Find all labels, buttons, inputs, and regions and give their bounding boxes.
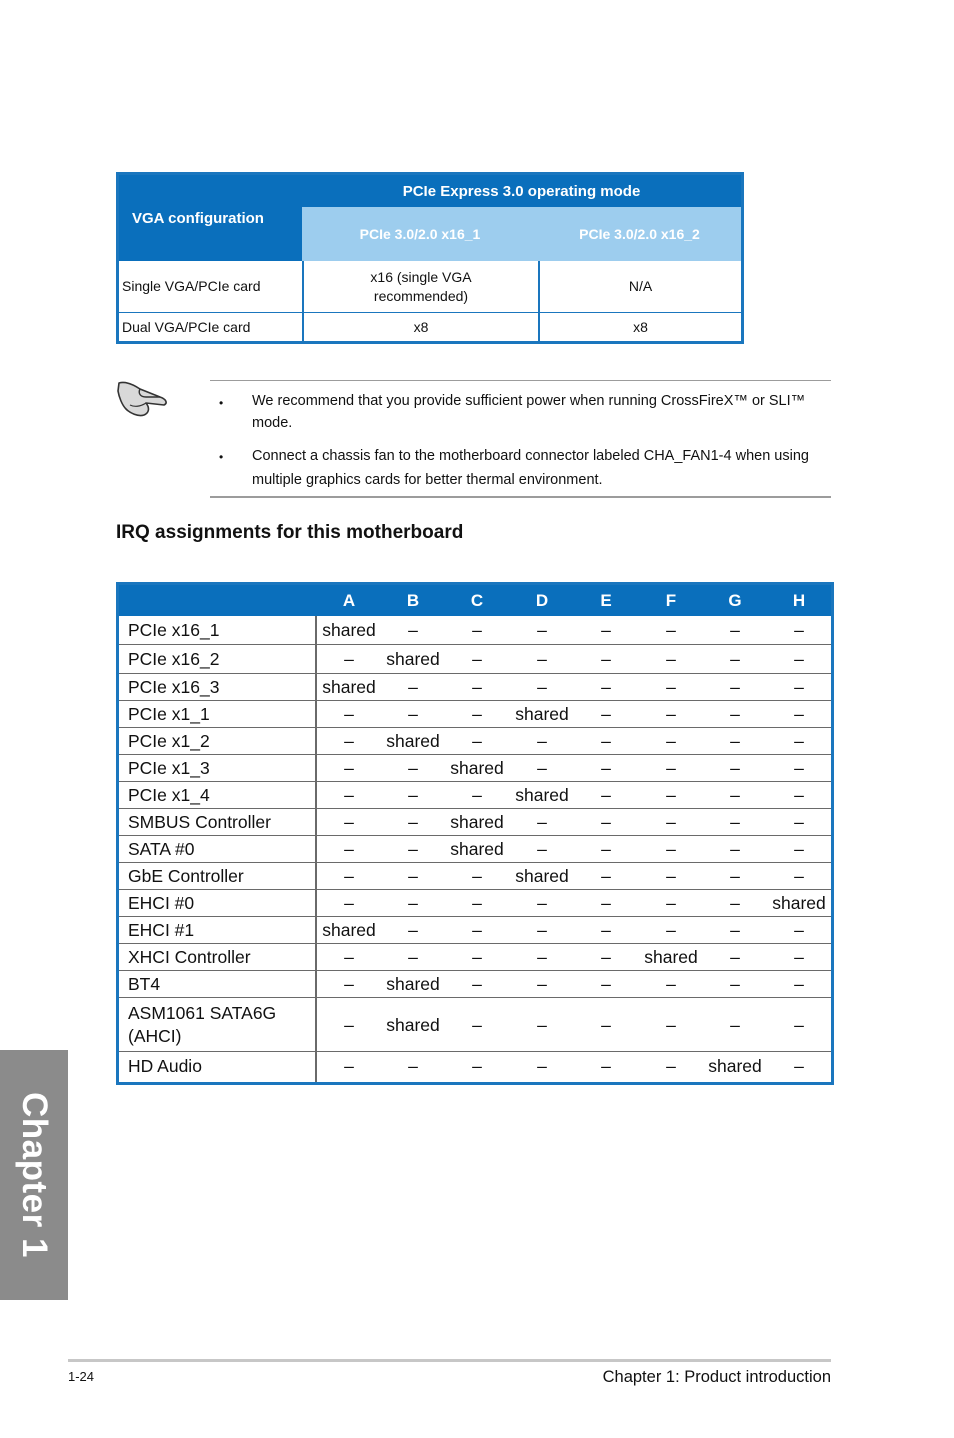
note-item: Connect a chassis fan to the motherboard connector labeled CHA_FAN1-4 when using multiple graphics cards for better thermal environment. (252, 448, 809, 488)
irq-cell: – (408, 677, 418, 697)
vga-row-label: Single VGA/PCIe card (122, 278, 261, 294)
irq-cell: – (344, 1055, 354, 1076)
irq-cell: – (730, 731, 740, 751)
table-row (119, 782, 831, 809)
irq-cell: – (666, 1055, 676, 1076)
irq-cell: – (601, 839, 611, 859)
operating-mode-header: PCIe Express 3.0 operating mode (302, 175, 741, 207)
hand-pointing-icon (116, 375, 172, 417)
irq-cell: – (472, 731, 482, 751)
column-header: H (792, 590, 806, 610)
irq-cell: – (408, 920, 418, 940)
irq-cell: – (472, 704, 482, 724)
irq-cell: – (794, 1055, 804, 1076)
table-row (119, 674, 831, 701)
irq-device-name: SMBUS Controller (128, 812, 271, 832)
irq-cell: – (794, 758, 804, 778)
irq-cell: – (408, 866, 418, 886)
irq-device-name: PCIe x16_2 (128, 649, 220, 669)
irq-cell: – (344, 812, 354, 832)
irq-cell: – (537, 649, 547, 669)
irq-cell: – (537, 974, 547, 994)
irq-device-name: PCIe x1_3 (128, 758, 210, 778)
column-header: E (600, 590, 612, 610)
irq-cell: – (408, 839, 418, 859)
irq-cell: – (730, 920, 740, 940)
irq-device-name: PCIe x1_1 (128, 704, 210, 724)
column-header: B (406, 590, 420, 610)
irq-cell: – (794, 839, 804, 859)
irq-cell: shared (644, 947, 698, 967)
section-heading: IRQ assignments for this motherboard (116, 522, 464, 543)
table-row (119, 917, 831, 944)
table-row (119, 1052, 831, 1080)
irq-cell: – (666, 866, 676, 886)
vga-row-label: Dual VGA/PCIe card (122, 318, 251, 335)
slot-header-x16-1: PCIe 3.0/2.0 x16_1 (302, 207, 538, 261)
irq-cell: – (344, 893, 354, 913)
irq-cell: – (794, 947, 804, 967)
vga-row-value: x8 (633, 318, 648, 335)
irq-cell: – (730, 620, 740, 640)
irq-cell: shared (450, 812, 504, 832)
irq-cell: – (666, 785, 676, 805)
irq-cell: – (472, 920, 482, 940)
irq-cell: – (730, 704, 740, 724)
irq-cell: – (666, 677, 676, 697)
table-divider (119, 312, 741, 313)
table-row (119, 728, 831, 755)
table-row (119, 836, 831, 863)
irq-cell: – (472, 785, 482, 805)
irq-cell: – (794, 731, 804, 751)
irq-cell: – (730, 893, 740, 913)
irq-cell: – (601, 758, 611, 778)
irq-cell: shared (515, 866, 569, 886)
irq-cell: – (666, 974, 676, 994)
irq-cell: – (537, 839, 547, 859)
vga-row-value: N/A (628, 278, 653, 294)
irq-cell: – (537, 947, 547, 967)
irq-cell: – (601, 677, 611, 697)
column-header: D (535, 590, 549, 610)
table-row (119, 863, 831, 890)
irq-cell: – (666, 893, 676, 913)
irq-cell: shared (322, 920, 376, 940)
irq-cell: – (666, 1014, 676, 1035)
irq-device-name: PCIe x16_3 (128, 677, 220, 697)
irq-device-name: ASM1061 SATA6G (AHCI) (128, 1003, 277, 1046)
irq-cell: – (666, 758, 676, 778)
footer-divider (68, 1359, 831, 1362)
table-row (119, 998, 831, 1052)
irq-device-name: SATA #0 (128, 839, 195, 859)
irq-cell: – (730, 974, 740, 994)
irq-cell: – (472, 649, 482, 669)
irq-cell: – (344, 649, 354, 669)
irq-cell: shared (386, 974, 440, 994)
irq-cell: – (794, 704, 804, 724)
irq-cell: – (730, 812, 740, 832)
irq-cell: – (537, 893, 547, 913)
irq-cell: – (730, 649, 740, 669)
irq-cell: – (794, 866, 804, 886)
irq-cell: – (601, 812, 611, 832)
irq-cell: – (472, 1014, 482, 1035)
irq-cell: – (794, 1014, 804, 1035)
irq-cell: shared (386, 731, 440, 751)
irq-cell: – (408, 1055, 418, 1076)
irq-cell: – (472, 866, 482, 886)
table-row (119, 809, 831, 836)
irq-cell: – (537, 920, 547, 940)
irq-cell: – (601, 620, 611, 640)
irq-cell: – (730, 1014, 740, 1035)
column-header: C (470, 590, 484, 610)
table-row (119, 616, 831, 645)
irq-device-name: PCIe x1_4 (128, 785, 210, 805)
irq-cell: – (666, 920, 676, 940)
irq-cell: – (344, 704, 354, 724)
table-row (119, 645, 831, 674)
irq-cell: – (344, 731, 354, 751)
irq-cell: – (537, 1055, 547, 1076)
irq-cell: – (794, 677, 804, 697)
irq-cell: shared (772, 893, 826, 913)
irq-cell: – (666, 620, 676, 640)
irq-cell: – (537, 620, 547, 640)
irq-cell: – (408, 893, 418, 913)
table-row (119, 755, 831, 782)
irq-cell: – (408, 947, 418, 967)
column-header: A (342, 590, 356, 610)
irq-cell: – (730, 758, 740, 778)
irq-assignments-table (116, 582, 834, 1085)
vga-row-value: x8 (413, 318, 429, 335)
column-header: G (728, 590, 742, 610)
irq-cell: shared (386, 1014, 440, 1035)
irq-cell: – (794, 620, 804, 640)
irq-cell: – (537, 812, 547, 832)
note-divider-top (210, 380, 831, 381)
table-row (119, 971, 831, 998)
irq-cell: – (730, 866, 740, 886)
irq-cell: – (730, 785, 740, 805)
irq-cell: shared (322, 677, 376, 697)
irq-device-name: PCIe x16_1 (128, 620, 220, 640)
irq-cell: – (537, 1014, 547, 1035)
irq-device-name: EHCI #1 (128, 920, 195, 940)
irq-cell: – (730, 839, 740, 859)
irq-cell: – (601, 649, 611, 669)
irq-cell: – (408, 785, 418, 805)
irq-cell: shared (450, 758, 504, 778)
table-row (119, 701, 831, 728)
irq-cell: – (537, 677, 547, 697)
irq-cell: – (344, 785, 354, 805)
irq-cell: – (666, 649, 676, 669)
slot-header-x16-2: PCIe 3.0/2.0 x16_2 (538, 207, 741, 261)
vga-configuration-table (116, 172, 744, 344)
table-row (119, 890, 831, 917)
irq-cell: – (794, 920, 804, 940)
irq-cell: – (537, 731, 547, 751)
irq-device-name: GbE Controller (128, 866, 244, 886)
irq-cell: – (344, 947, 354, 967)
irq-cell: – (601, 866, 611, 886)
irq-cell: – (344, 974, 354, 994)
irq-cell: – (601, 731, 611, 751)
irq-cell: – (730, 947, 740, 967)
irq-cell: – (794, 785, 804, 805)
irq-cell: shared (386, 649, 440, 669)
irq-cell: – (344, 758, 354, 778)
column-header: F (665, 590, 677, 610)
irq-cell: – (730, 677, 740, 697)
irq-cell: – (601, 704, 611, 724)
table-divider (302, 261, 304, 341)
vga-row-value: x16 (single VGA recommended) (370, 268, 472, 304)
irq-cell: – (472, 677, 482, 697)
irq-cell: – (472, 974, 482, 994)
irq-cell: – (601, 785, 611, 805)
irq-device-name: PCIe x1_2 (128, 731, 210, 751)
irq-cell: – (472, 893, 482, 913)
irq-cell: – (344, 866, 354, 886)
irq-cell: – (666, 839, 676, 859)
irq-cell: – (794, 812, 804, 832)
bullet: • (219, 450, 224, 464)
page-number: 1-24 (68, 1369, 95, 1384)
irq-cell: – (472, 620, 482, 640)
irq-cell: shared (708, 1055, 762, 1076)
irq-cell: – (601, 893, 611, 913)
irq-cell: – (666, 704, 676, 724)
chapter-tab-label: Chapter 1 (15, 1092, 54, 1258)
irq-cell: – (344, 839, 354, 859)
irq-device-name: EHCI #0 (128, 893, 195, 913)
irq-cell: – (537, 758, 547, 778)
footer-title: Chapter 1: Product introduction (602, 1368, 831, 1386)
irq-cell: – (601, 920, 611, 940)
irq-cell: shared (515, 785, 569, 805)
irq-cell: shared (515, 704, 569, 724)
irq-device-name: BT4 (128, 974, 161, 994)
note-divider-bottom (210, 496, 831, 498)
table-row (119, 944, 831, 971)
irq-device-name: XHCI Controller (128, 947, 251, 967)
note-item: We recommend that you provide sufficient power when running CrossFireX™ or SLI™ mode. (252, 393, 806, 431)
irq-cell: – (666, 731, 676, 751)
irq-cell: – (601, 974, 611, 994)
irq-cell: – (408, 620, 418, 640)
irq-device-name: HD Audio (128, 1055, 202, 1076)
irq-cell: – (601, 1055, 611, 1076)
irq-table-header (119, 585, 831, 616)
table-divider (538, 261, 540, 341)
irq-cell: shared (450, 839, 504, 859)
irq-cell: – (666, 812, 676, 832)
irq-cell: – (601, 1014, 611, 1035)
bullet: • (219, 396, 224, 410)
irq-cell: – (408, 812, 418, 832)
irq-cell: – (472, 947, 482, 967)
vga-config-header: VGA configuration (119, 175, 302, 261)
irq-cell: – (408, 704, 418, 724)
irq-cell: – (794, 974, 804, 994)
irq-cell: – (472, 1055, 482, 1076)
irq-cell: – (601, 947, 611, 967)
irq-cell: – (344, 1014, 354, 1035)
irq-cell: – (408, 758, 418, 778)
irq-cell: – (794, 649, 804, 669)
irq-cell: shared (322, 620, 376, 640)
